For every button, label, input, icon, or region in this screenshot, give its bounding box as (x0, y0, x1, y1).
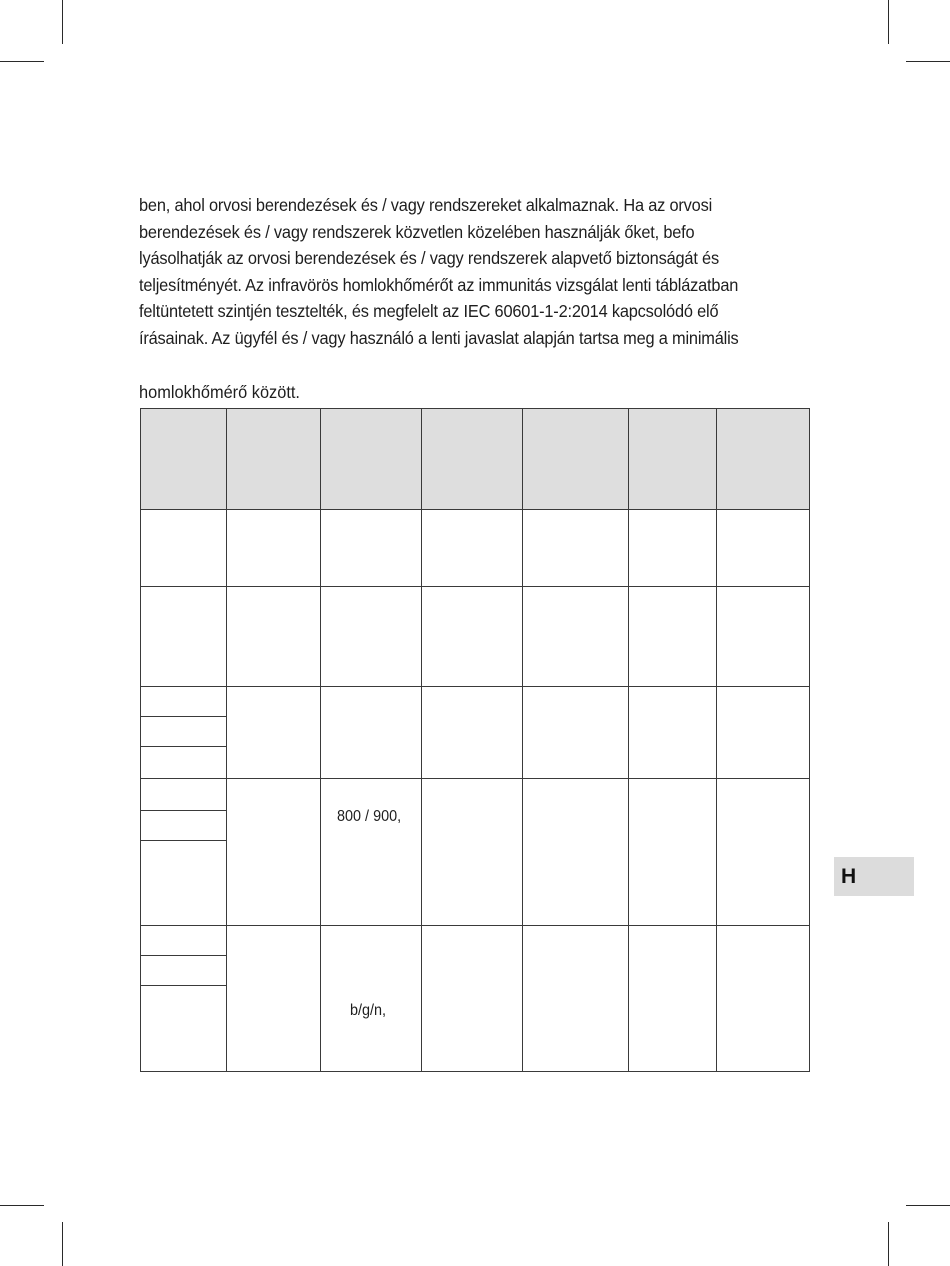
paragraph-line: írásainak. Az ügyfél és / vagy használó a lenti javaslat alapján tartsa meg a minimális (139, 327, 739, 348)
paragraph-line: lyásolhatják az orvosi berendezések és / vagy rendszerek alapvető biztonságát és (139, 248, 719, 268)
crop-mark-top-left-vertical (62, 0, 63, 44)
crop-mark-top-left-horizontal (0, 61, 44, 62)
language-tab-label: H (841, 865, 857, 888)
paragraph-line: teljesítményét. Az infravörös homlokhőmérőt az immunitás vizsgálat lenti táblázatban (139, 274, 739, 295)
language-tab (834, 857, 914, 896)
cell-wifi-standard: b/g/n, (350, 1002, 387, 1019)
table-border (140, 408, 810, 1072)
crop-mark-bottom-left-vertical (62, 1222, 63, 1266)
immunity-table (140, 408, 810, 1072)
table-caption: homlokhőmérő között. (139, 382, 300, 402)
body-paragraph (139, 192, 781, 351)
crop-mark-bottom-right-horizontal (906, 1205, 950, 1206)
crop-mark-bottom-left-horizontal (0, 1205, 44, 1206)
paragraph-line: berendezések és / vagy rendszerek közvetlen közelében használják őket, befo (139, 221, 695, 242)
crop-mark-bottom-right-vertical (888, 1222, 889, 1266)
cell-frequency-band-800-900: 800 / 900, (337, 808, 402, 825)
crop-mark-top-right-vertical (888, 0, 889, 44)
paragraph-line: ben, ahol orvosi berendezések és / vagy rendszereket alkalmaznak. Ha az orvosi (139, 195, 713, 215)
crop-mark-top-right-horizontal (906, 61, 950, 62)
paragraph-line: feltüntetett szintjén tesztelték, és megfelelt az IEC 60601-1-2:2014 kapcsolódó elő (139, 301, 719, 321)
